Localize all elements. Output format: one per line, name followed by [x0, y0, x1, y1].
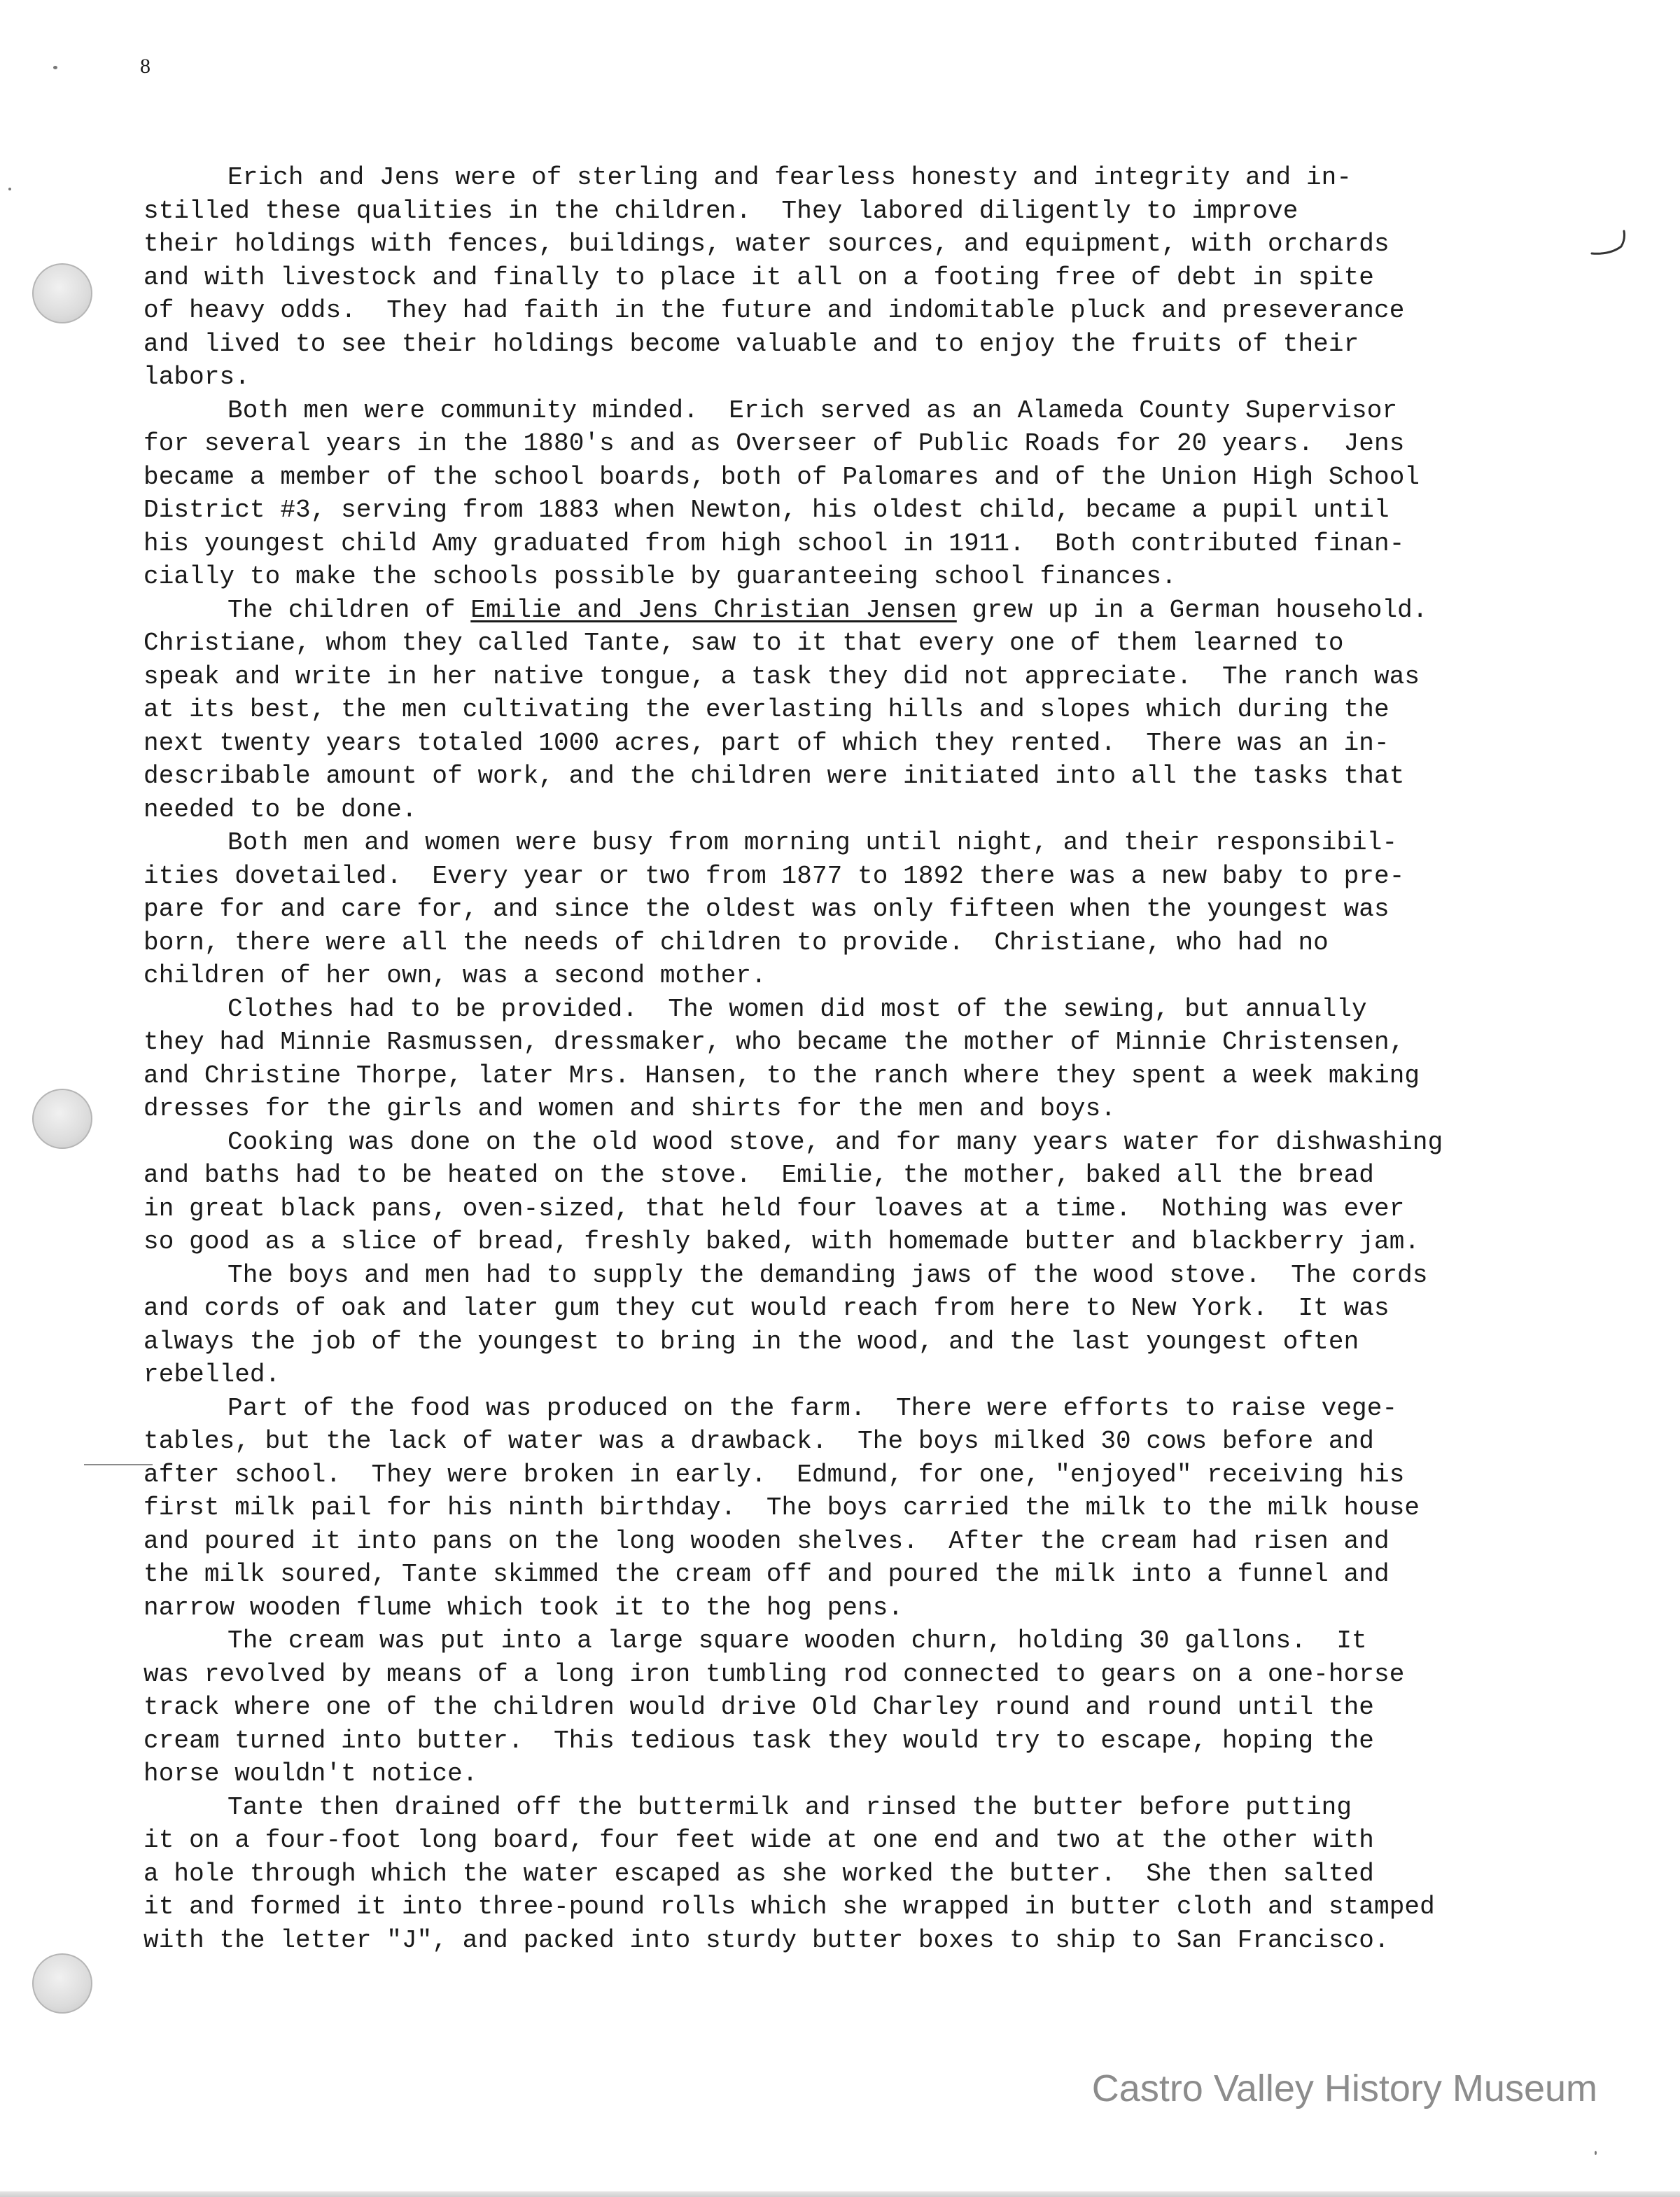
text-line: horse wouldn't notice. [144, 1759, 478, 1788]
text-line: was revolved by means of a long iron tumbling rod connected to gears on a one-horse [144, 1659, 1405, 1689]
text-line: the milk soured, Tante skimmed the cream off and poured the milk into a funnel and [144, 1560, 1390, 1589]
text-line: and cords of oak and later gum they cut would reach from here to New York. It was [144, 1294, 1390, 1323]
text-line: it on a four-foot long board, four feet wide at one end and two at the other with [144, 1826, 1374, 1855]
text-line: Part of the food was produced on the farm. There were efforts to raise vege- [227, 1393, 1398, 1423]
text-line: and Christine Thorpe, later Mrs. Hansen, to the ranch where they spent a week making [144, 1061, 1420, 1090]
text-line: Both men and women were busy from morning until night, and their responsibil- [227, 828, 1398, 857]
text-line [144, 594, 1572, 627]
margin-dash-mark [84, 1464, 153, 1465]
text-line: after school. They were broken in early. Edmund, for one, "enjoyed" receiving his [144, 1460, 1405, 1489]
text-line: stilled these qualities in the children. They labored diligently to improve [144, 196, 1298, 225]
text-line: District #3, serving from 1883 when Newton, his oldest child, became a pupil until [144, 496, 1390, 524]
underlined-name: Emilie and Jens Christian Jensen [470, 595, 957, 625]
text-line: pare for and care for, and since the oldest was only fifteen when the youngest was [144, 895, 1390, 923]
text-line: cially to make the schools possible by guaranteeing school finances. [144, 562, 1177, 591]
text-line: speak and write in her native tongue, a task they did not appreciate. The ranch was [144, 662, 1420, 691]
text-line: Erich and Jens were of sterling and fearless honesty and integrity and in- [227, 163, 1352, 192]
text-line: labors. [144, 363, 250, 391]
text-line: their holdings with fences, buildings, water sources, and equipment, with orchards [144, 230, 1390, 258]
text-line: and baths had to be heated on the stove. Emilie, the mother, baked all the bread [144, 1161, 1374, 1190]
margin-pen-mark [1589, 225, 1631, 260]
punch-hole-bottom [32, 1953, 92, 2014]
watermark: Castro Valley History Museum [1091, 2067, 1597, 2109]
text-line: at its best, the men cultivating the everlasting hills and slopes which during the [144, 695, 1390, 724]
text-line: so good as a slice of bread, freshly baked, with homemade butter and blackberry jam. [144, 1227, 1420, 1256]
text-line: dresses for the girls and women and shirts for the men and boys. [144, 1094, 1116, 1123]
text-line: with the letter "J", and packed into sturdy butter boxes to ship to San Francisco. [144, 1925, 1390, 1955]
text-line: always the job of the youngest to bring in the wood, and the last youngest often [144, 1327, 1359, 1356]
text-line: rebelled. [144, 1360, 281, 1389]
text-line: children of her own, was a second mother. [144, 961, 766, 990]
scan-speck [8, 188, 11, 190]
scan-bottom-edge [0, 2191, 1680, 2197]
text-line: it and formed it into three-pound rolls which she wrapped in butter cloth and stamped [144, 1892, 1435, 1921]
text-segment: grew up in a German household. [956, 595, 1428, 625]
scan-speck [53, 66, 57, 69]
text-line: Clothes had to be provided. The women did most of the sewing, but annually [227, 994, 1367, 1024]
text-line: narrow wooden flume which took it to the hog pens. [144, 1593, 904, 1622]
text-line: Tante then drained off the buttermilk and rinsed the butter before putting [227, 1792, 1352, 1822]
text-line: next twenty years totaled 1000 acres, part of which they rented. There was an in- [144, 728, 1390, 758]
text-line: track where one of the children would drive Old Charley round and round until the [144, 1693, 1374, 1722]
text-line: describable amount of work, and the children were initiated into all the tasks that [144, 762, 1405, 790]
text-line: first milk pail for his ninth birthday. The boys carried the milk to the milk house [144, 1493, 1420, 1522]
text-line: ities dovetailed. Every year or two from 1877 to 1892 there was a new baby to pre- [144, 861, 1405, 891]
text-line: they had Minnie Rasmussen, dressmaker, who became the mother of Minnie Christensen, [144, 1028, 1405, 1056]
punch-hole-top [32, 263, 92, 323]
text-line: Both men were community minded. Erich served as an Alameda County Supervisor [227, 396, 1398, 425]
text-line: tables, but the lack of water was a drawback. The boys milked 30 cows before and [144, 1427, 1374, 1456]
text-line: cream turned into butter. This tedious task they would try to escape, hoping the [144, 1726, 1374, 1755]
text-line: The cream was put into a large square wooden churn, holding 30 gallons. It [227, 1626, 1367, 1655]
text-line: The boys and men had to supply the demanding jaws of the wood stove. The cords [227, 1260, 1428, 1290]
text-line: needed to be done. [144, 795, 417, 824]
document-body [144, 161, 1572, 1957]
page-number: 8 [140, 55, 150, 78]
text-line: Christiane, whom they called Tante, saw to it that every one of them learned to [144, 629, 1344, 657]
text-line: for several years in the 1880's and as Overseer of Public Roads for 20 years. Jens [144, 429, 1405, 458]
text-line: and poured it into pans on the long wooden shelves. After the cream had risen and [144, 1526, 1390, 1556]
text-line: born, there were all the needs of children to provide. Christiane, who had no [144, 928, 1329, 957]
text-line: in great black pans, oven-sized, that held four loaves at a time. Nothing was ever [144, 1194, 1405, 1223]
text-line: and lived to see their holdings become valuable and to enjoy the fruits of their [144, 329, 1359, 358]
text-line: of heavy odds. They had faith in the future and indomitable pluck and preseverance [144, 296, 1405, 325]
punch-hole-middle [32, 1089, 92, 1149]
text-line: and with livestock and finally to place it all on a footing free of debt in spite [144, 263, 1374, 292]
text-line: became a member of the school boards, both of Palomares and of the Union High School [144, 462, 1420, 491]
text-line: his youngest child Amy graduated from high school in 1911. Both contributed finan- [144, 529, 1405, 558]
text-line: Cooking was done on the old wood stove, and for many years water for dishwashing [227, 1127, 1443, 1157]
text-line: a hole through which the water escaped as she worked the butter. She then salted [144, 1859, 1374, 1888]
text-segment: The children of [227, 595, 471, 625]
scan-speck [1595, 2151, 1597, 2155]
